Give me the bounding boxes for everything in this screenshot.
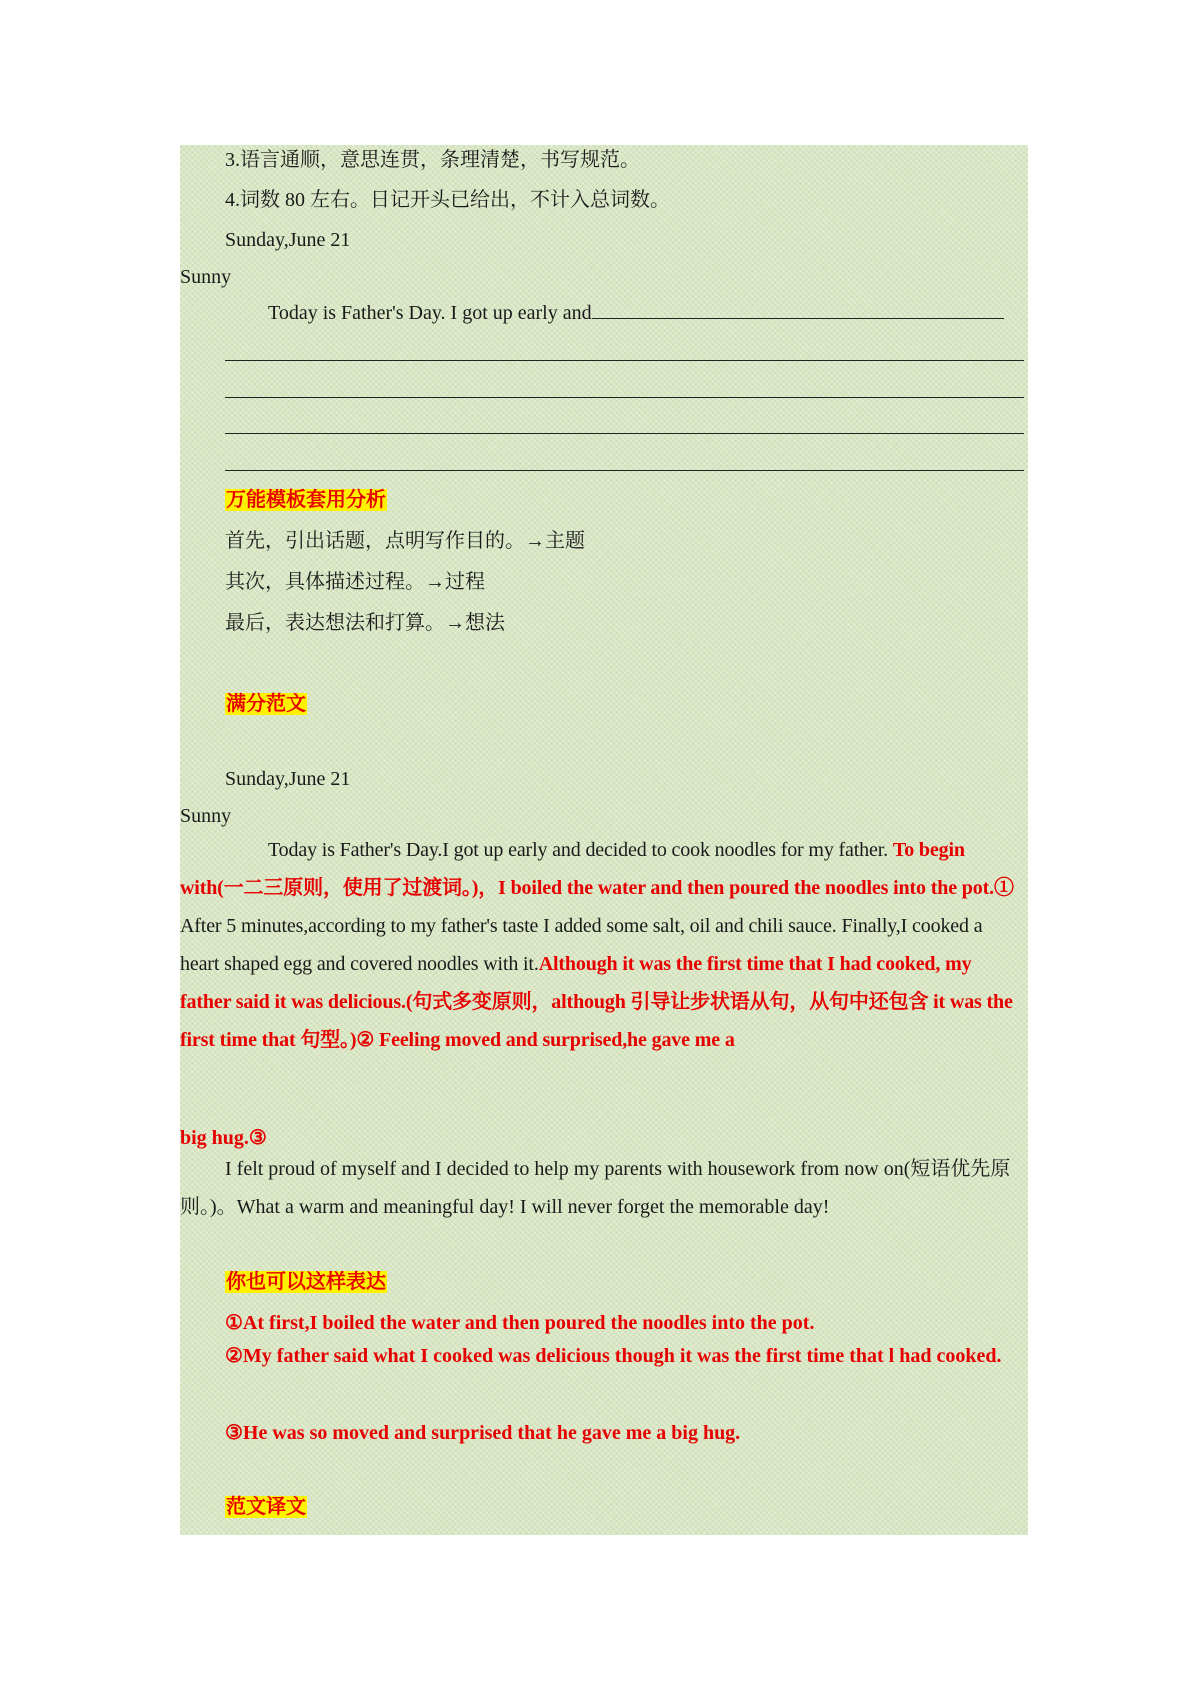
prompt-date: Sunday,June 21 — [225, 229, 351, 251]
alternatives-heading: 你也可以这样表达 — [226, 1271, 386, 1293]
essay-date: Sunday,June 21 — [225, 768, 351, 790]
answer-blank — [592, 300, 1004, 319]
essay-highlight-sentence: Although it was the first time that I had cooked, my father said it was delicious.(句式多变原则，although 引导让步状语从句，从句中还包含 it was the first time that 句型。)② Feeling moved and surprised,he gave me a — [180, 953, 1013, 1051]
alternative-2-text: ②My father said what I cooked was delicious though it was the first time that l had cooked. — [225, 1345, 1002, 1367]
answer-line — [225, 433, 1024, 434]
answer-line — [225, 470, 1024, 471]
prompt-opening: Today is Father's Day. I got up early and — [268, 302, 592, 324]
template-step-2: 其次，具体描述过程。→过程 — [225, 571, 485, 593]
essay-paragraph-2 — [180, 1150, 1024, 1226]
requirement-3: 3.语言通顺，意思连贯，条理清楚，书写规范。 — [225, 149, 640, 171]
translation-heading-row — [180, 1494, 1024, 1520]
alternatives-heading-row — [180, 1269, 1024, 1295]
essay-weather: Sunny — [180, 805, 232, 827]
template-analysis-heading: 万能模板套用分析 — [226, 489, 386, 511]
essay-highlight-sentence: To begin with(一二三原则，使用了过渡词。)，I boiled the water and then poured the noodles into the pot.① — [180, 839, 1014, 899]
document-page — [180, 145, 1028, 1535]
model-essay-heading: 满分范文 — [226, 693, 306, 715]
alternative-1: ①At first,I boiled the water and then poured the noodles into the pot. — [225, 1312, 815, 1334]
template-step-3: 最后，表达想法和打算。→想法 — [225, 612, 505, 634]
essay-sentence: After 5 minutes,according to my father's taste I added some salt, oil and chili sauce. — [180, 915, 837, 937]
template-step-1: 首先，引出话题，点明写作目的。→主题 — [225, 530, 585, 552]
alternative-3: ③He was so moved and surprised that he gave me a big hug. — [225, 1422, 741, 1444]
model-essay-heading-row — [180, 691, 1024, 717]
essay-highlight-end — [180, 1125, 1024, 1151]
prompt-opening-line — [180, 300, 1024, 326]
translation-heading: 范文译文 — [226, 1496, 306, 1518]
prompt-weather: Sunny — [180, 266, 232, 288]
template-analysis-heading-row — [180, 487, 1024, 513]
essay-paragraph-1 — [180, 831, 1024, 1059]
answer-line — [225, 397, 1024, 398]
requirement-4: 4.词数 80 左右。日记开头已给出，不计入总词数。 — [225, 189, 670, 211]
essay-sentence: Today is Father's Day.I got up early and decided to cook noodles for my father. — [268, 839, 888, 861]
essay-sentence: Finally,I cooked a heart shaped egg and covered noodles with it. — [180, 915, 983, 975]
essay-paragraph-2-text: I felt proud of myself and I decided to help my parents with housework from now on(短语优先原则。)。What a warm and meaningful day! I will never forget the memorable day! — [180, 1158, 1011, 1218]
essay-highlight-sentence: big hug.③ — [180, 1127, 267, 1149]
answer-line — [225, 360, 1024, 361]
alternative-2 — [180, 1338, 1024, 1374]
